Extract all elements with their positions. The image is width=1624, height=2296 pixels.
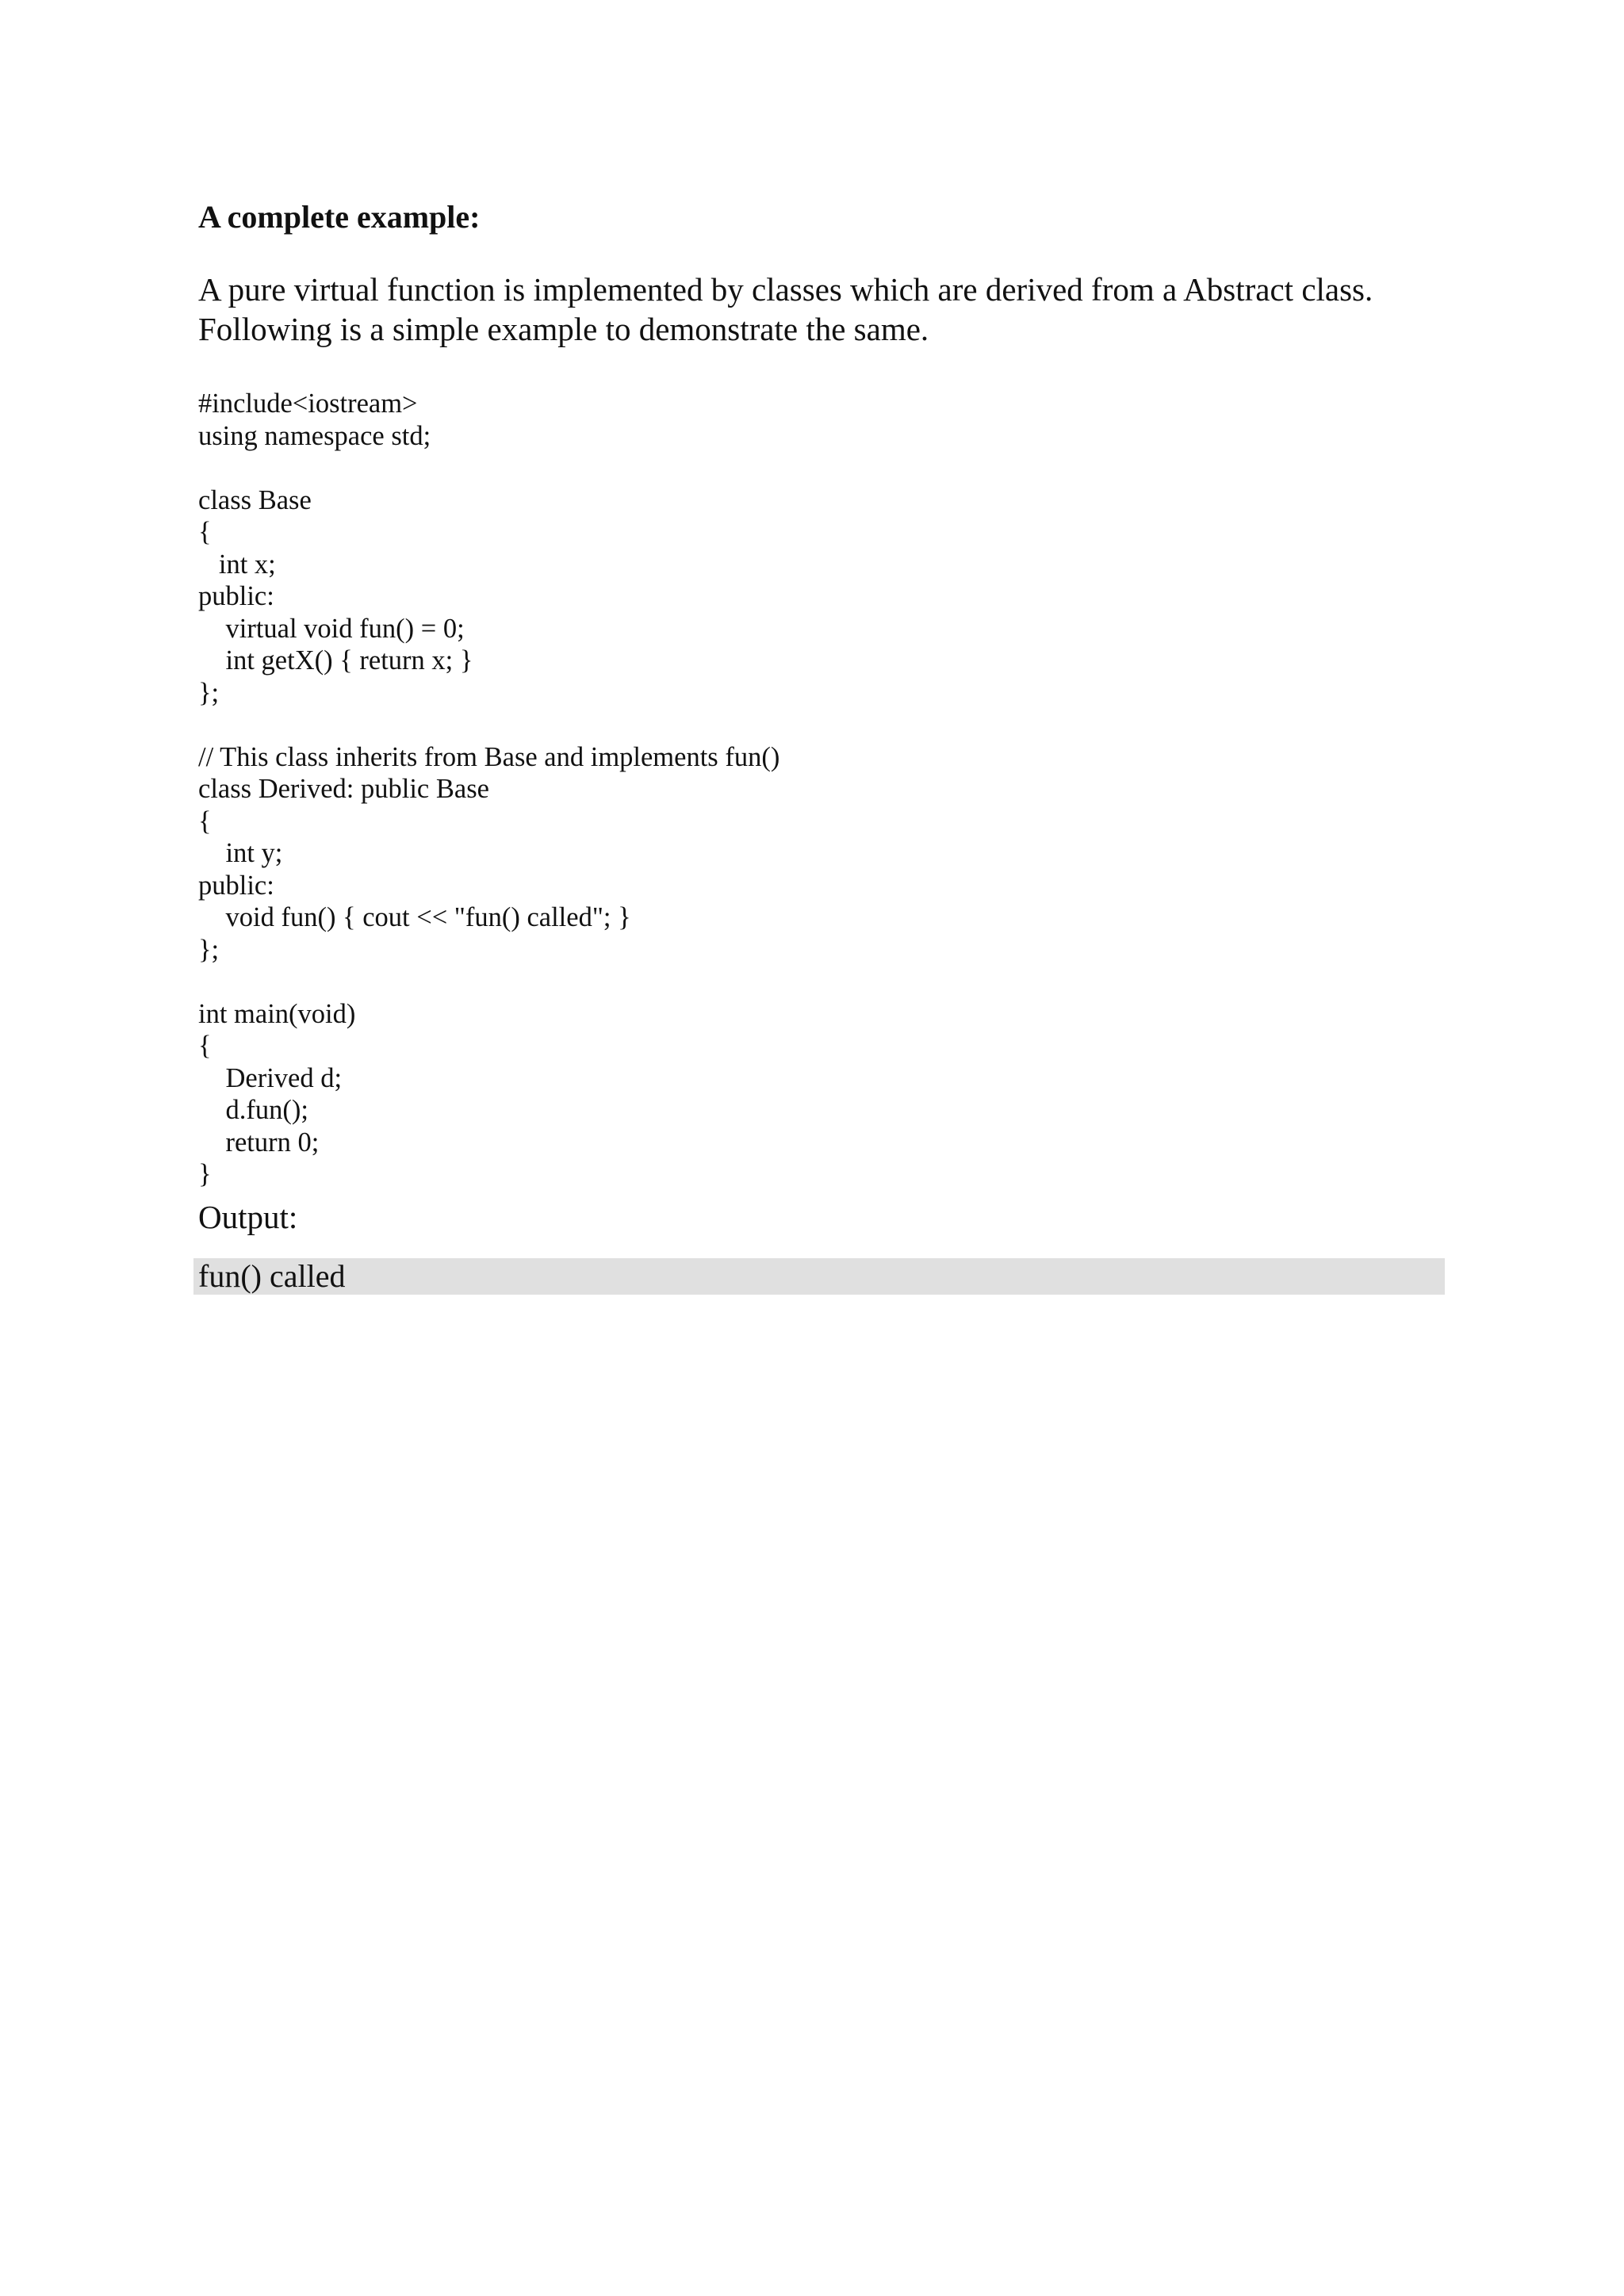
- code-line: [198, 452, 779, 484]
- code-line: }: [198, 1159, 212, 1189]
- code-line: // This class inherits from Base and implements fun(): [198, 741, 780, 772]
- code-line: {: [198, 1031, 212, 1061]
- code-line: int main(void): [198, 998, 356, 1029]
- code-line: int y;: [198, 838, 283, 868]
- code-line: [198, 709, 779, 741]
- code-line: };: [198, 677, 220, 708]
- code-line: #include<iostream>: [198, 388, 418, 419]
- code-block: [198, 388, 779, 1191]
- intro-paragraph: [198, 270, 1373, 349]
- code-line: class Base: [198, 484, 312, 515]
- code-line: using namespace std;: [198, 420, 431, 451]
- code-line: {: [198, 517, 212, 547]
- code-line: class Derived: public Base: [198, 774, 489, 804]
- code-line: public:: [198, 870, 274, 901]
- code-line: return 0;: [198, 1127, 320, 1158]
- code-line: int getX() { return x; }: [198, 645, 473, 675]
- code-line: };: [198, 934, 220, 965]
- code-line: {: [198, 806, 212, 836]
- code-line: virtual void fun() = 0;: [198, 613, 465, 644]
- code-line: void fun() { cout << "fun() called"; }: [198, 902, 631, 932]
- output-text: fun() called: [198, 1258, 346, 1294]
- code-line: [198, 966, 779, 998]
- output-label: Output:: [198, 1199, 298, 1235]
- section-heading: A complete example:: [198, 199, 481, 235]
- code-line: public:: [198, 581, 274, 611]
- code-line: d.fun();: [198, 1095, 308, 1125]
- code-line: int x;: [198, 549, 276, 580]
- intro-line-1: A pure virtual function is implemented by classes which are derived from a Abstract class.: [198, 271, 1373, 308]
- intro-line-2: Following is a simple example to demonstrate the same.: [198, 311, 929, 347]
- code-line: Derived d;: [198, 1062, 343, 1093]
- output-box: [193, 1258, 1445, 1295]
